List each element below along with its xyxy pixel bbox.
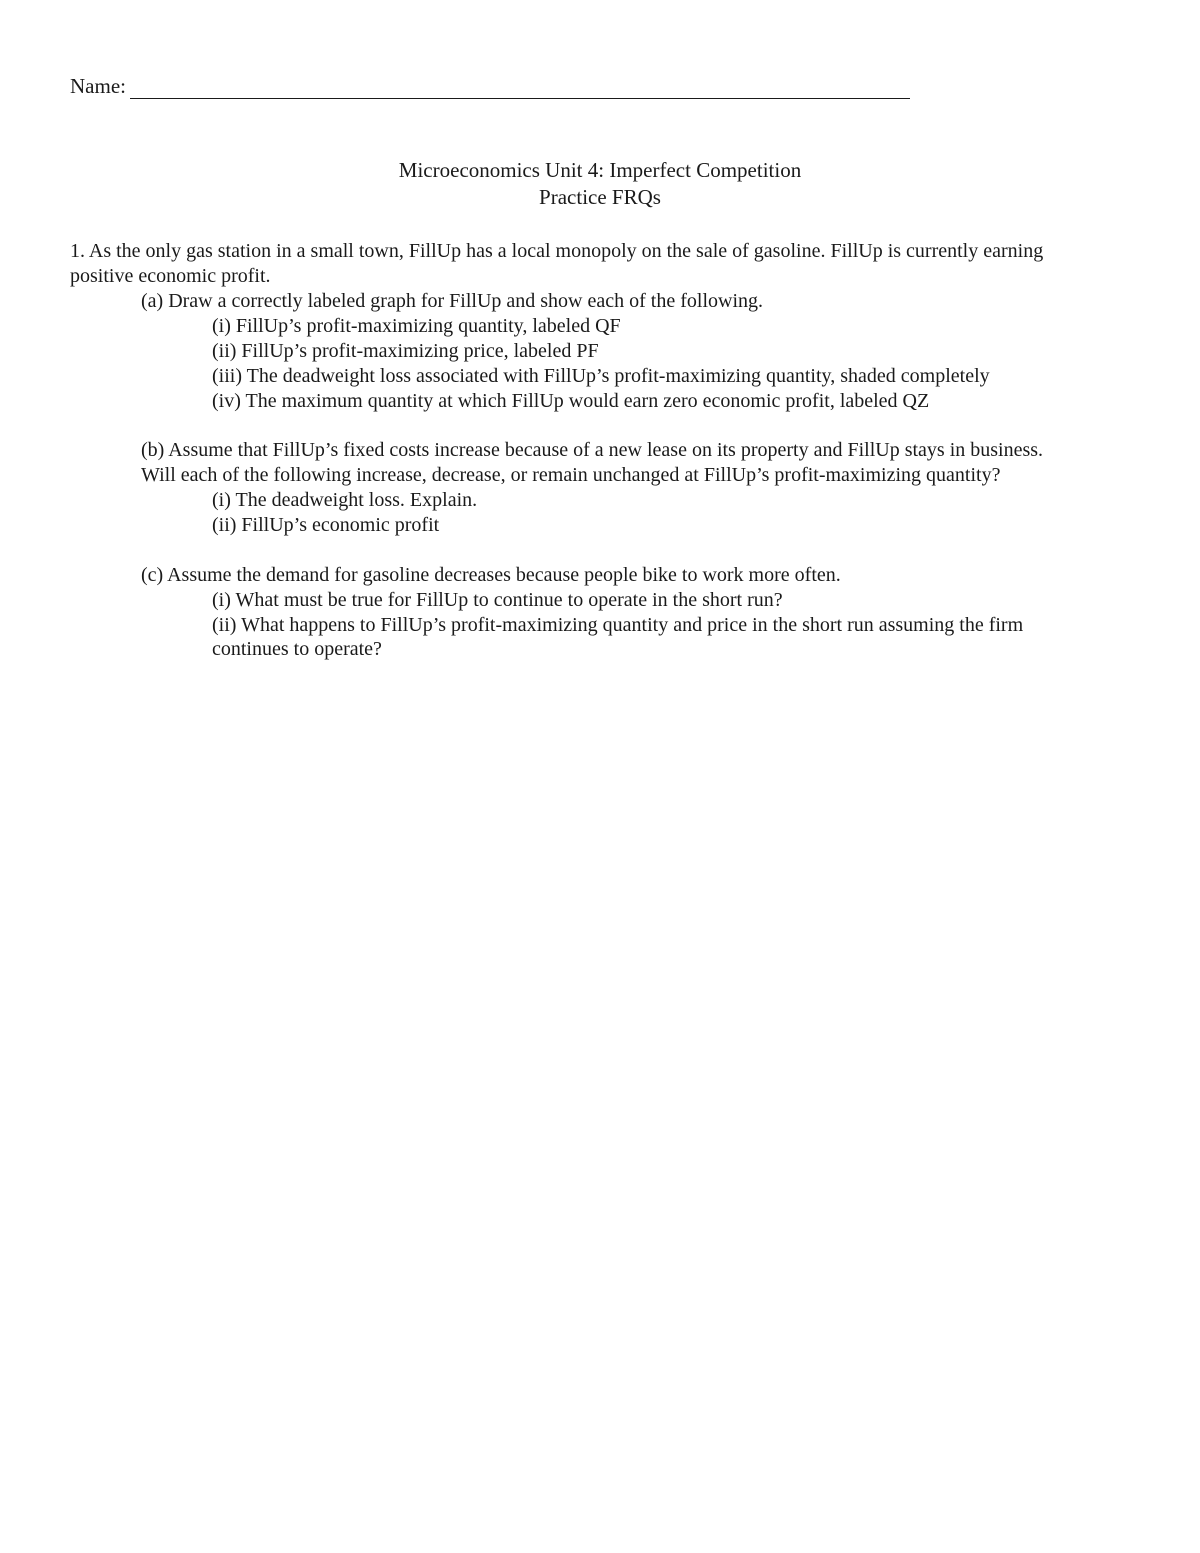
part-a-item-i: (i) FillUp’s profit-maximizing quantity, labeled QF (212, 315, 621, 337)
name-blank-line (130, 78, 910, 99)
page-subtitle: Practice FRQs (539, 185, 661, 209)
part-b-item-i: (i) The deadweight loss. Explain. (212, 489, 478, 511)
part-a-prompt: (a) Draw a correctly labeled graph for FillUp and show each of the following. (141, 290, 764, 312)
part-c-prompt: (c) Assume the demand for gasoline decreases because people bike to work more often. (141, 564, 841, 586)
part-c-item-ii-continuation: continues to operate? (212, 638, 382, 660)
question-1-stem-line-2: positive economic profit. (70, 265, 271, 287)
part-a-item-iii: (iii) The deadweight loss associated with FillUp’s profit-maximizing quantity, shaded completely (212, 365, 990, 387)
part-a-item-iv: (iv) The maximum quantity at which FillUp would earn zero economic profit, labeled QZ (212, 390, 930, 412)
page-title: Microeconomics Unit 4: Imperfect Competition (398, 158, 802, 182)
part-b-prompt-line-2: Will each of the following increase, decrease, or remain unchanged at FillUp’s profit-maximizing quantity? (141, 464, 1001, 486)
part-c-item-i: (i) What must be true for FillUp to continue to operate in the short run? (212, 589, 783, 611)
part-b-prompt-line-1: (b) Assume that FillUp’s fixed costs increase because of a new lease on its property and FillUp stays in business. (141, 439, 1044, 461)
name-label: Name: (70, 74, 126, 98)
part-b-item-ii: (ii) FillUp’s economic profit (212, 514, 440, 536)
part-c-item-ii: (ii) What happens to FillUp’s profit-maximizing quantity and price in the short run assuming the firm (212, 614, 1024, 636)
title-block (0, 157, 1200, 211)
part-a-item-ii: (ii) FillUp’s profit-maximizing price, labeled PF (212, 340, 599, 362)
name-field-row (70, 74, 910, 99)
question-1-stem-line-1: 1. As the only gas station in a small town, FillUp has a local monopoly on the sale of gasoline. FillUp is currently earning (70, 240, 1044, 262)
